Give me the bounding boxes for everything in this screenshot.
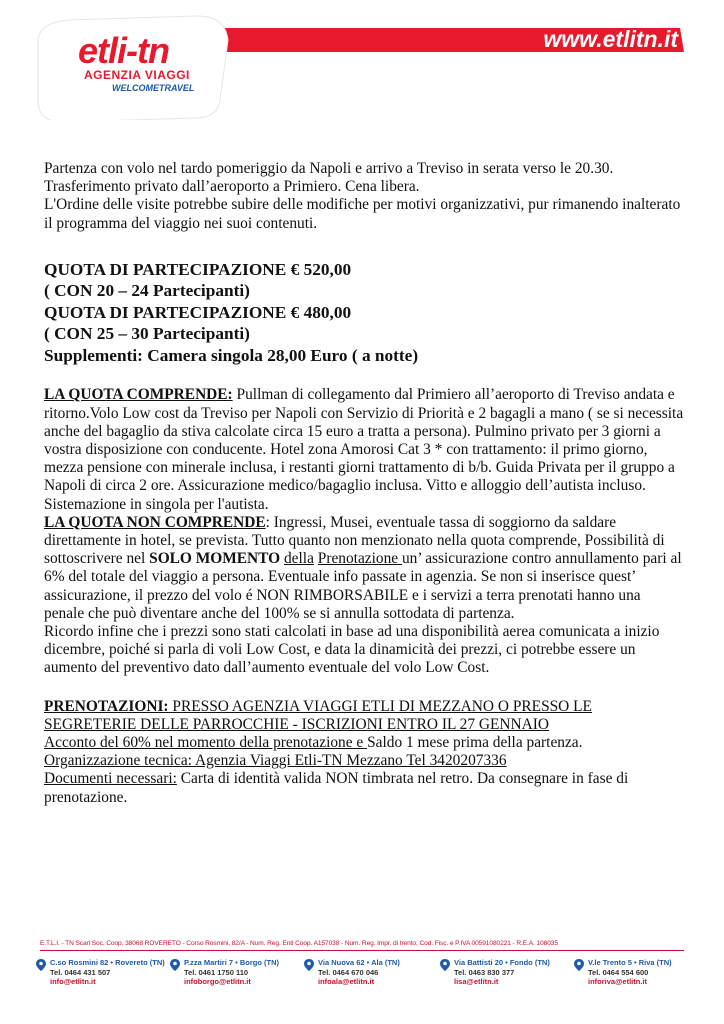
prenotazioni-label: PRENOTAZIONI: (44, 697, 169, 715)
location-pin-icon (170, 959, 180, 971)
location-pin-icon (574, 959, 584, 971)
office-phone: Tel. 0464 554 600 (588, 967, 649, 977)
organizzazione-line: Organizzazione tecnica: Agenzia Viaggi Etli-TN Mezzano Tel 3420207336 (44, 752, 507, 770)
ricordo-paragraph: Ricordo infine che i prezzi sono stati calcolati in base ad una disponibilità aerea comunicata a inizio dicembre, poiché si parla di voli Low Cost, e data la dinamicità dei prezzi, ci potrebbe essere un aumento del preventivo dato dall’aumento eventuale del volo Low Cost. (44, 622, 660, 677)
location-pin-icon (440, 959, 450, 971)
comprende-text: Pullman di collegamento dal Primiero all’aeroporto di Treviso andata e ritorno.Volo Low cost da Treviso per Napoli con Servizio di Priorità e 2 bagagli a mano ( se si necessita anche del bagaglio da stiva calcolate circa 15 euro a tratta a persona). Pulmino privato per 3 giorni a vostra disposizione con conducente. Hotel zona Amorosi Cat 3 * con trattamento: il primo giorno, mezza pensione con minerale inclusa, i restanti giorni trattamento di b/b. Guida Privata per il gruppo a Napoli di circa 2 ore. Assicurazione medico/bagaglio inclusa. Vitto e alloggio dell’autista incluso. Sistemazione in singola per l'autista. (44, 386, 684, 513)
location-pin-icon (304, 959, 314, 971)
intro-line-3: L'Ordine delle visite potrebbe subire delle modifiche per motivi organizzativi, pur rimanendo inalterato il programma del viaggio nei suoi contenuti. (44, 196, 681, 232)
office-phone: Tel. 0461 1750 110 (184, 967, 249, 977)
footer-divider (40, 950, 684, 951)
documenti-line (44, 770, 684, 806)
comprende-label: LA QUOTA COMPRENDE: (44, 386, 233, 404)
office-address: Via Nuova 62 • Ala (TN) (318, 958, 400, 967)
office-email[interactable]: lisa@etlitn.it (454, 977, 499, 986)
acconto-line (44, 734, 684, 752)
office-email[interactable]: infoborgo@etlitn.it (184, 977, 251, 986)
logo-subtitle: AGENZIA VIAGGI (84, 68, 190, 82)
solo-momento: SOLO MOMENTO (149, 550, 281, 568)
quota-2-note: ( CON 25 – 30 Partecipanti) (44, 324, 250, 344)
intro-line-1: Partenza con volo nel tardo pomeriggio da Napoli e arrivo a Treviso in serata verso le 20.30. (44, 160, 614, 177)
office-email[interactable]: info@etlitn.it (50, 977, 96, 986)
letterhead-header (0, 0, 724, 120)
logo-welcome-travel: WELCOMETRAVEL (112, 83, 195, 93)
document-body (44, 160, 684, 807)
documenti-label: Documenti necessari: (44, 770, 177, 788)
office-phone: Tel. 0464 670 046 (318, 967, 379, 977)
footer-offices (36, 958, 696, 998)
office-address: Via Battisti 20 • Fondo (TN) (454, 958, 550, 967)
office-address: P.zza Martiri 7 • Borgo (TN) (184, 958, 279, 967)
location-pin-icon (36, 959, 46, 971)
office-phone: Tel. 0464 431 507 (50, 967, 111, 977)
office-phone: Tel. 0463 830 377 (454, 967, 515, 977)
intro-line-2: Trasferimento privato dall’aeroporto a Primiero. Cena libera. (44, 178, 420, 196)
quota-comprende (44, 386, 684, 513)
non-comprende-text-a: : Ingressi, Musei, eventuale tassa di soggiorno da saldare direttamente in hotel, se prevista. Tutto quanto non menzionato nella quota comprende, Possibilità di sottoscrivere nel (44, 513, 665, 568)
office-email[interactable]: inforiva@etlitn.it (588, 977, 647, 986)
documenti-text: Carta di identità valida NON timbrata nel retro. Da consegnare in fase di prenotazione. (44, 770, 629, 806)
website-url[interactable]: www.etlitn.it (543, 26, 678, 52)
office-address: V.le Trento 5 • Riva (TN) (588, 958, 672, 967)
acconto-underlined: Acconto del 60% nel momento della prenotazione e (44, 733, 368, 751)
company-logo: etli-tn (78, 30, 169, 71)
prenotazioni-text: PRESSO AGENZIA VIAGGI ETLI DI MEZZANO O PRESSO LE SEGRETERIE DELLE PARROCCHIE - ISCRIZIONI ENTRO IL 27 GENNAIO (44, 697, 592, 733)
prenotazione-underlined: Prenotazione (317, 550, 402, 568)
office-address: C.so Rosmini 82 • Rovereto (TN) (50, 958, 165, 967)
quota-1-note: ( CON 20 – 24 Partecipanti) (44, 281, 250, 301)
quota-2: QUOTA DI PARTECIPAZIONE € 480,00 (44, 302, 352, 322)
acconto-rest: Saldo 1 mese prima della partenza. (367, 733, 583, 751)
quota-1: QUOTA DI PARTECIPAZIONE € 520,00 (44, 259, 352, 279)
prenotazioni-block (44, 698, 684, 734)
non-comprende-label: LA QUOTA NON COMPRENDE (44, 513, 266, 531)
quota-non-comprende (44, 514, 684, 623)
supplement: Supplementi: Camera singola 28,00 Euro ( a notte) (44, 345, 419, 365)
della-underlined: della (283, 550, 314, 568)
footer-legal-text: E.T.L.I. - TN Scarl Soc. Coop. 38068 ROVERETO - Corso Rosmini, 82/A - Num. Reg. Enti Coop. A157038 - Num. Reg. Impr. di trento, Cod. Fisc. e P.IVA 00591080221 - R.E.A. 108035 (40, 940, 558, 947)
non-comprende-text-d: un’ assicurazione contro annullamento pari al 6% del totale del viaggio a persona. Eventuale info passate in agenzia. Se non si inserisce quest’ assicurazione, il prezzo del volo é NON RIMBORSABILE e i servizi a terra prenotati hanno una penale che può diventare anche del 100% se si annulla sottodata di partenza. (44, 550, 682, 622)
office-email[interactable]: infoala@etlitn.it (318, 977, 375, 986)
